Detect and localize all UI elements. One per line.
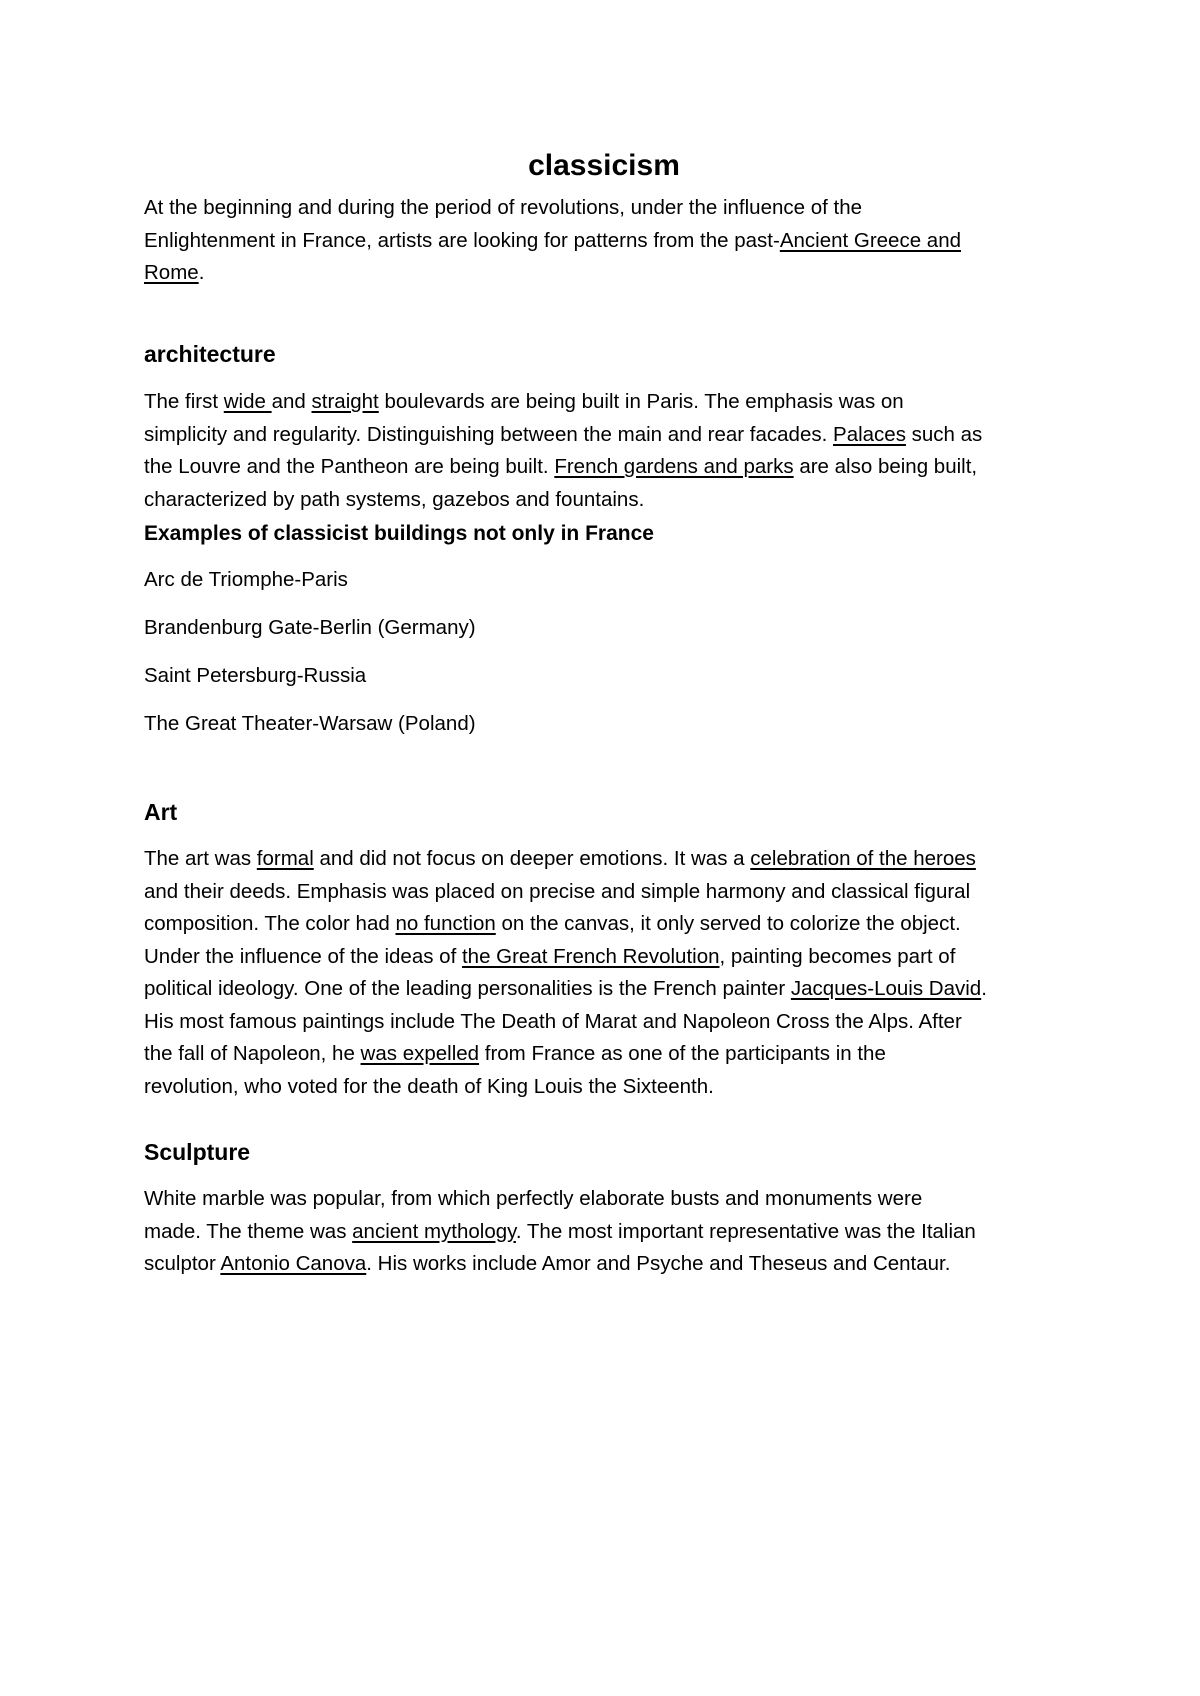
underlined-phrase: Jacques-Louis David xyxy=(790,977,982,1000)
document-title: classicism xyxy=(528,149,680,182)
underlined-phrase: the Great French Revolution xyxy=(461,944,720,968)
architecture-paragraph: The first wide and straight boulevards are being built in Paris. The emphasis was on simplicity and regularity. Distinguishing between the main and rear facades. Palaces such as the Louvre and the Pantheon are being built. French gardens and parks are also being built, characterized by path systems, gazebos and fountains. xyxy=(144,390,983,511)
underlined-word: wide xyxy=(223,390,272,413)
section-heading-architecture: architecture xyxy=(144,341,276,367)
underlined-word: Palaces xyxy=(833,422,906,446)
underlined-phrase: Rome xyxy=(144,261,199,284)
underlined-phrase: celebration of the heroes xyxy=(750,847,976,870)
intro-paragraph xyxy=(144,192,961,290)
intro-line-1: At the beginning and during the period of revolutions, under the influence of the xyxy=(144,196,863,219)
underlined-word: straight xyxy=(311,390,379,413)
sculpture-paragraph: White marble was popular, from which perfectly elaborate busts and monuments were made. The theme was ancient mythology. The most important representative was the Italian sculptor Antonio Canova. His works include Amor and Psyche and Theseus and Centaur. xyxy=(144,1187,976,1275)
example-item: Saint Petersburg-Russia xyxy=(144,664,367,687)
example-item: Arc de Triomphe-Paris xyxy=(144,568,348,591)
underlined-phrase: French gardens and parks xyxy=(554,455,794,478)
intro-line-3: Rome. xyxy=(144,261,205,284)
underlined-phrase: Ancient Greece and xyxy=(779,228,962,252)
example-item: Brandenburg Gate-Berlin (Germany) xyxy=(144,616,476,639)
underlined-word: formal xyxy=(256,847,314,870)
underlined-phrase: was expelled xyxy=(360,1042,480,1065)
underlined-phrase: Antonio Canova xyxy=(220,1252,367,1275)
section-heading-sculpture: Sculpture xyxy=(144,1139,251,1165)
examples-heading: Examples of classicist buildings not only in France xyxy=(144,522,654,545)
section-heading-art: Art xyxy=(144,799,178,825)
intro-line-2: Enlightenment in France, artists are looking for patterns from the past-Ancient Greece and xyxy=(144,228,962,252)
underlined-phrase: ancient mythology xyxy=(352,1219,516,1243)
underlined-phrase: no function xyxy=(395,912,496,935)
art-paragraph: The art was formal and did not focus on deeper emotions. It was a celebration of the heroes and their deeds. Emphasis was placed on precise and simple harmony and classical figural composition. The color had no function on the canvas, it only served to colorize the object. Under the influence of the ideas of the Great French Revolution, painting becomes part of political ideology. One of the leading personalities is the French painter Jacques-Louis David. His most famous paintings include The Death of Marat and Napoleon Cross the Alps. After the fall of Napoleon, he was expelled from France as one of the participants in the revolution, who voted for the death of King Louis the Sixteenth. xyxy=(144,847,987,1098)
example-item: The Great Theater-Warsaw (Poland) xyxy=(144,712,476,735)
